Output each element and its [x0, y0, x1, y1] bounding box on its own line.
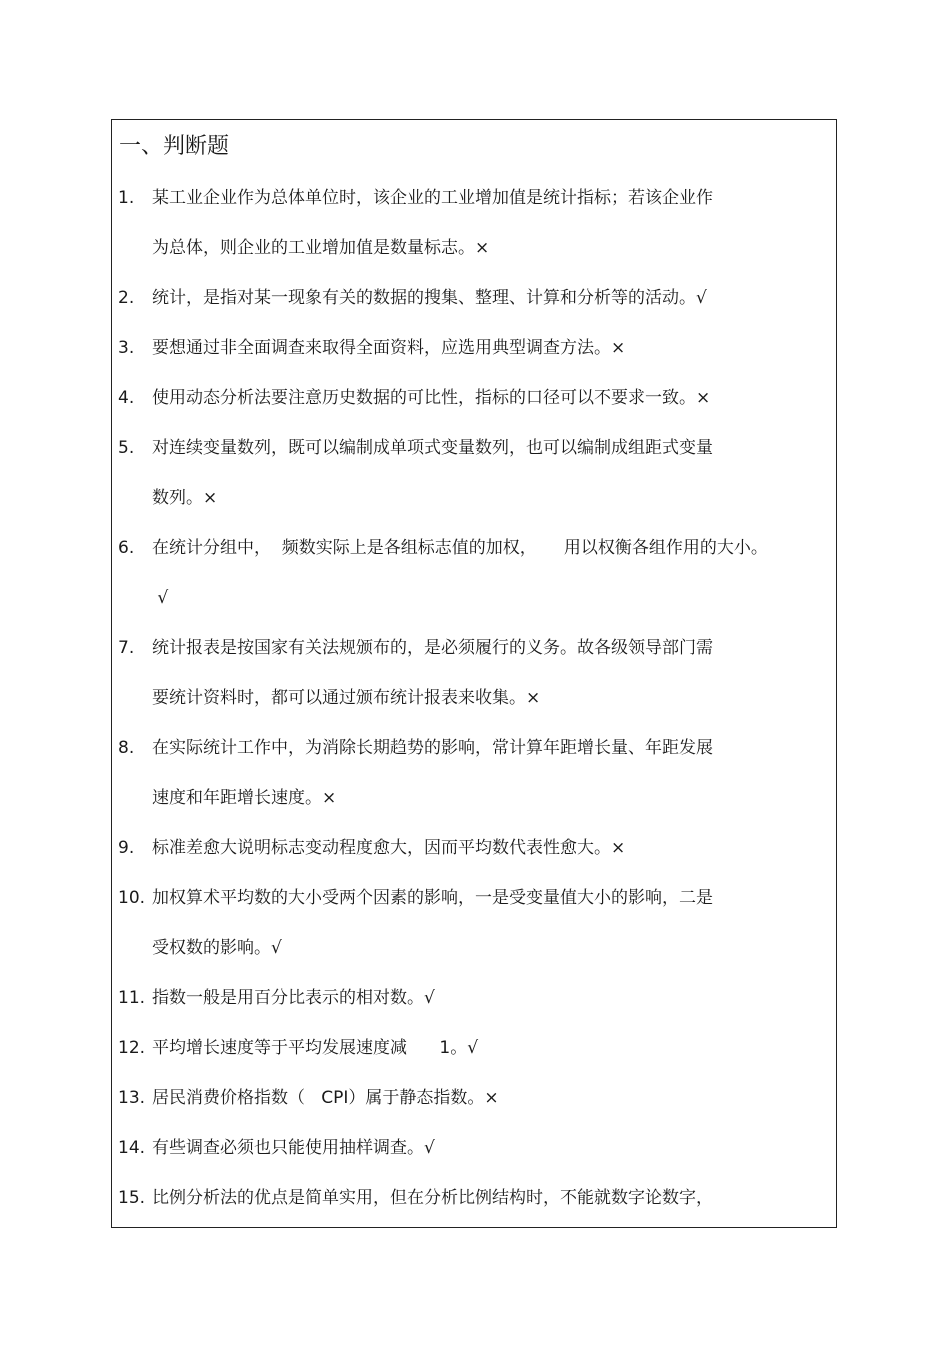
item-number: 15. — [118, 1188, 146, 1208]
item-number: 12. — [118, 1038, 146, 1058]
item-text-line: 数列。× — [152, 488, 218, 508]
item-text-line: 有些调查必须也只能使用抽样调查。√ — [152, 1138, 435, 1158]
item-number: 7. — [118, 638, 135, 658]
item-text-line: 要统计资料时，都可以通过颁布统计报表来收集。× — [152, 688, 541, 708]
item-text-line: 居民消费价格指数（ CPI）属于静态指数。× — [152, 1088, 499, 1108]
item-text-line: 要想通过非全面调查来取得全面资料，应选用典型调查方法。× — [152, 338, 626, 358]
item-number: 1. — [118, 188, 135, 208]
item-text-line: 统计，是指对某一现象有关的数据的搜集、整理、计算和分析等的活动。√ — [152, 288, 707, 308]
item-number: 13. — [118, 1088, 146, 1108]
item-number: 14. — [118, 1138, 146, 1158]
item-text-line: 使用动态分析法要注意历史数据的可比性，指标的口径可以不要求一致。× — [152, 388, 711, 408]
item-text-line: 为总体，则企业的工业增加值是数量标志。× — [152, 238, 490, 258]
item-number: 9. — [118, 838, 135, 858]
section-title: 一、判断题 — [119, 134, 230, 159]
item-number: 4. — [118, 388, 135, 408]
item-number: 2. — [118, 288, 135, 308]
item-text-line: 受权数的影响。√ — [152, 938, 282, 958]
item-number: 8. — [118, 738, 135, 758]
item-number: 6. — [118, 538, 135, 558]
item-text-line: 平均增长速度等于平均发展速度减 1。√ — [152, 1038, 479, 1058]
item-text-line: 指数一般是用百分比表示的相对数。√ — [152, 988, 435, 1008]
item-number: 3. — [118, 338, 135, 358]
item-text-line: 速度和年距增长速度。× — [152, 788, 337, 808]
item-text-line: 加权算术平均数的大小受两个因素的影响，一是受变量值大小的影响，二是 — [152, 888, 713, 908]
item-number: 11. — [118, 988, 146, 1008]
document-frame — [111, 119, 837, 1228]
item-text-line: 某工业企业作为总体单位时，该企业的工业增加值是统计指标；若该企业作 — [152, 188, 713, 208]
item-text-line: √ — [152, 588, 169, 608]
item-text-line: 在统计分组中， 频数实际上是各组标志值的加权， 用以权衡各组作用的大小。 — [152, 538, 768, 558]
item-text-line: 对连续变量数列，既可以编制成单项式变量数列，也可以编制成组距式变量 — [152, 438, 713, 458]
item-number: 10. — [118, 888, 146, 908]
item-text-line: 统计报表是按国家有关法规颁布的，是必须履行的义务。故各级领导部门需 — [152, 638, 713, 658]
item-text-line: 在实际统计工作中，为消除长期趋势的影响，常计算年距增长量、年距发展 — [152, 738, 713, 758]
item-text-line: 比例分析法的优点是简单实用，但在分析比例结构时，不能就数字论数字， — [152, 1188, 713, 1208]
item-number: 5. — [118, 438, 135, 458]
item-text-line: 标准差愈大说明标志变动程度愈大，因而平均数代表性愈大。× — [152, 838, 626, 858]
